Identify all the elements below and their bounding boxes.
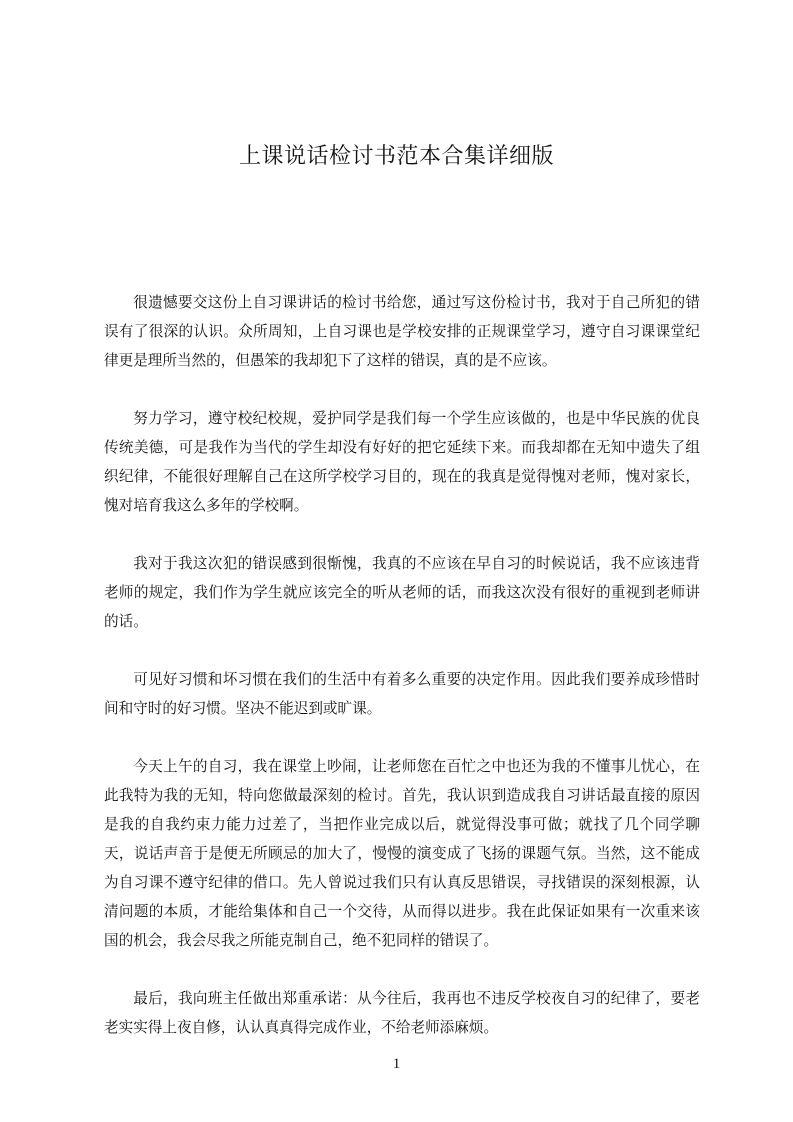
document-title: 上课说话检讨书范本合集详细版 (238, 144, 554, 169)
paragraph: 可见好习惯和坏习惯在我们的生活中有着多么重要的决定作用。因此我们要养成珍惜时间和守时的好习惯。坚决不能迟到或旷课。 (104, 671, 700, 717)
page-number: 1 (392, 1056, 401, 1072)
paragraph: 努力学习，遵守校纪校规，爱护同学是我们每一个学生应该做的，也是中华民族的优良传统美德，可是我作为当代的学生却没有好好的把它延续下来。而我却都在无知中遗失了组织纪律，不能很好理解自己在这所学校学习目的，现在的我真是觉得愧对老师，愧对家长，愧对培育我这么多年的学校啊。 (104, 410, 700, 514)
paragraph: 今天上午的自习，我在课堂上吵闹，让老师您在百忙之中也还为我的不懂事儿忧心，在此我特为我的无知，特向您做最深刻的检讨。首先，我认识到造成我自习讲话最直接的原因是我的自我约束力能力过差了，当把作业完成以后，就觉得没事可做；就找了几个同学聊天，说话声音于是便无所顾忌的加大了，慢慢的演变成了飞扬的课题气氛。当然，这不能成为自习课不遵守纪律的借口。先人曾说过我们只有认真反思错误，寻找错误的深刻根源，认清问题的本质，才能给集体和自己一个交待，从而得以进步。我在此保证如果有一次重来该国的机会，我会尽我之所能克制自己，绝不犯同样的错误了。 (104, 758, 700, 949)
document-body (104, 288, 700, 1071)
paragraph: 最后，我向班主任做出郑重承诺：从今往后，我再也不违反学校夜自习的纪律了，要老老实实得上夜自修，认认真真得完成作业，不给老师添麻烦。 (104, 990, 700, 1036)
paragraph: 很遗憾要交这份上自习课讲话的检讨书给您，通过写这份检讨书，我对于自己所犯的错误有了很深的认识。众所周知，上自习课也是学校安排的正规课堂学习，遵守自习课课堂纪律更是理所当然的，但愚笨的我却犯下了这样的错误，真的是不应该。 (104, 294, 700, 369)
paragraph: 我对于我这次犯的错误感到很惭愧，我真的不应该在早自习的时候说话，我不应该违背老师的规定，我们作为学生就应该完全的听从老师的话，而我这次没有很好的重视到老师讲的话。 (104, 555, 700, 630)
